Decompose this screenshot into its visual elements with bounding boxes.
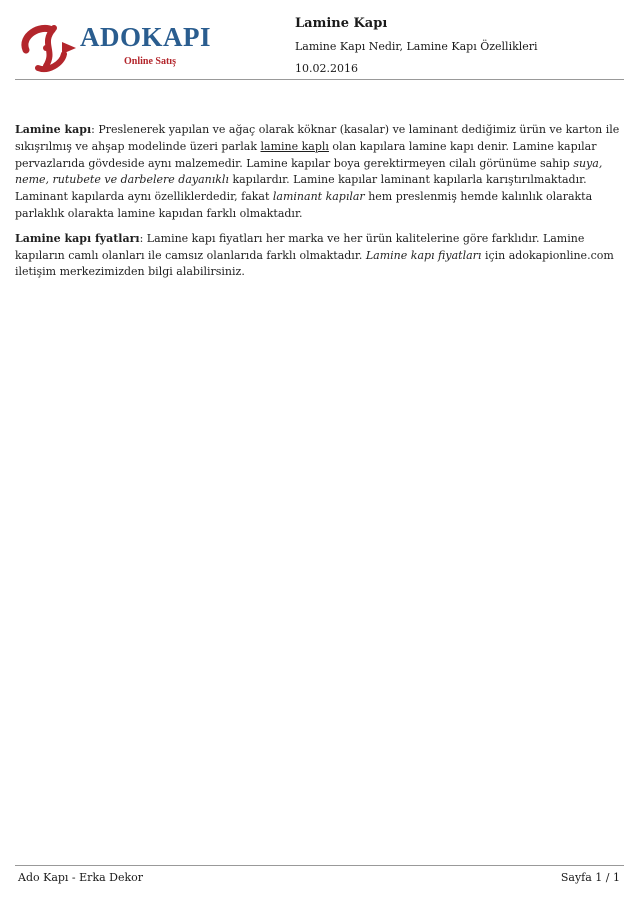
- link-lamine-kapli[interactable]: lamine kaplı: [260, 139, 329, 153]
- paragraph-text: için adokapionline.com iletişim merkezimizden bilgi alabilirsiniz.: [15, 248, 614, 279]
- paragraph-fiyatlar: [15, 231, 623, 281]
- company-logo: [14, 14, 244, 78]
- emphasis-text: suya, neme, rutubete ve darbelere dayanıklı: [15, 156, 603, 187]
- paragraph-text: olan kapılara lamine kapı denir. Lamine kapılar pervazlarıda gövdeside aynı malzemedir. Lamine kapılar boya gerektirmeyen cilalı görünüme sahip: [15, 139, 597, 170]
- logo-brand-text: ADOKAPI: [80, 22, 211, 52]
- header-divider: [15, 79, 624, 80]
- footer-company: Ado Kapı - Erka Dekor: [18, 871, 144, 884]
- logo-emblem-icon: [18, 20, 78, 74]
- emphasis-text: Lamine kapı fiyatları: [365, 248, 482, 262]
- term-lamine-kapi: Lamine kapı: [15, 123, 92, 136]
- document-date: 10.02.2016: [295, 62, 358, 75]
- emphasis-text: laminant kapılar: [272, 190, 365, 204]
- footer-divider: [15, 865, 624, 866]
- document-subtitle: Lamine Kapı Nedir, Lamine Kapı Özellikleri: [295, 40, 538, 53]
- paragraph-text: hem preslenmiş hemde kalınlık olarakta parlaklık olarakta lamine kapıdan farklı olmaktadır.: [15, 190, 593, 220]
- paragraph-text: kapılardır. Lamine kapılar laminant kapılarla karıştırılmaktadır. Laminant kapılarda aynı özelliklerdedir, fakat: [15, 173, 587, 204]
- paragraph-lamine-kapi: [15, 122, 623, 223]
- term-lamine-kapi-fiyatlari: Lamine kapı fyatları: [15, 231, 140, 245]
- paragraph-text: : Lamine kapı fiyatları her marka ve her ürün kalitelerine göre farklıdır. Lamine kapıların camlı olanları ile camsız olanlarıda farklı olmaktadır.: [15, 231, 585, 262]
- document-title: Lamine Kapı: [295, 16, 388, 31]
- paragraph-text: : Preslenerek yapılan ve ağaç olarak köknar (kasalar) ve laminant dediğimiz ürün ve karton ile sıkışrılmış ve ahşap modelinde üzeri parlak: [15, 123, 620, 153]
- document-header: [295, 16, 625, 76]
- document-body: [15, 122, 623, 289]
- logo-subtitle: Online Satış: [124, 56, 176, 67]
- footer-page-number: Sayfa 1 / 1: [560, 871, 620, 884]
